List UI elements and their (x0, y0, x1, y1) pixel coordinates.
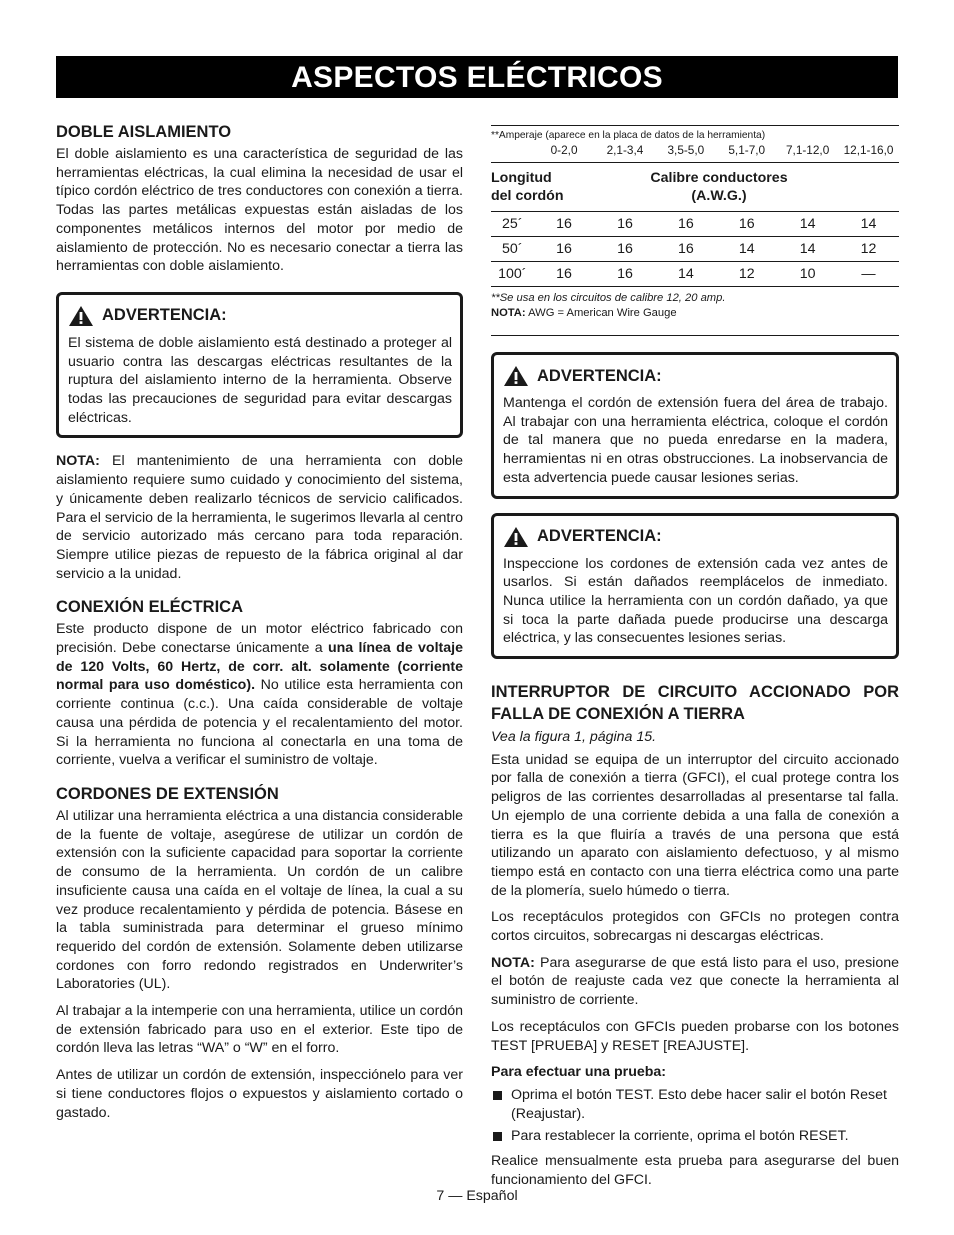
warning-box-cord-area (491, 352, 899, 499)
table-cell: — (861, 266, 876, 282)
warning-text: Inspeccione los cordones de extensión cada vez antes de usarlos. Si están dañados reemplácelos de inmediato. Nunca utilice la herramienta con un cordón dañado, ya que si toca la parte dañada puede producirse una descarga eléctrica, y las consecuentes lesiones serias. (503, 555, 888, 647)
extension-cords-p3: Antes de utilizar un cordón de extensión, inspecciónelo para ver si tiene conductores flojos o expuestos y aislamiento cortado o gastado. (56, 1067, 463, 1121)
warning-triangle-icon (503, 365, 529, 387)
col-header-gauge (639, 169, 799, 205)
table-cell: 16 (677, 241, 694, 257)
table-cell: 16 (556, 241, 572, 257)
electrical-text-b: No utilice esta herramienta con corriente continua (c.c.). Una caída considerable de voltaje causa una pérdida de potencia y el recalentamiento del motor. Si la herramienta no funciona al conectarla en una toma de corriente, vuelva a verificar el suministro de voltaje. (56, 677, 463, 769)
table-cell: 16 (738, 216, 755, 232)
heading-gfci: INTERRUPTOR DE CIRCUITO ACCIONADO POR FALLA DE CONEXIÓN A TIERRA (491, 683, 899, 724)
table-cell: 25´ (502, 216, 523, 232)
gfci-test-heading (491, 1063, 899, 1082)
table-cell: 16 (556, 216, 572, 232)
table-cell: 14 (860, 216, 877, 232)
amp-range: 7,1-12,0 (785, 143, 830, 157)
table-cell: 16 (617, 241, 633, 257)
list-item: Oprima el botón TEST. Esto debe hacer salir el botón Reset (Reajustar). (491, 1086, 899, 1123)
table-cell: 16 (556, 266, 572, 282)
extension-cords-p1: Al utilizar una herramienta eléctrica a una distancia considerable de la fuente de voltaje, asegúrese de utilizar un cordón de extensión con la suficiente capacidad para soportar la corriente de consumo de la herramienta. Un cordón de un calibre insuficiente causa una caída en el voltaje de línea, la cual a su vez produce recalentamiento y pérdida de potencia. Básese en la tabla suministrada para determinar el grueso mínimo requerido del cordón de extensión. Solamente deben utilizarse cordones con forro redondo registrados en Underwriter’s Laboratories (UL). (56, 807, 463, 993)
gfci-note-label: NOTA: (491, 954, 535, 971)
gfci-p4: Realice mensualmente esta prueba para asegurarse del buen funcionamiento del GFCI. (491, 1153, 899, 1188)
table-cell: 14 (677, 266, 694, 282)
electrical-text-a: Este producto dispone de un motor eléctrico fabricado con precisión. Debe conectarse únicamente a (56, 621, 463, 657)
table-footnote (491, 291, 899, 321)
gfci-test-steps (491, 1086, 899, 1146)
col-length-line2: del cordón (491, 188, 564, 204)
warning-text: El sistema de doble aislamiento está destinado a proteger al usuario contra las descargas eléctricas resultantes de la ruptura del aislamiento interno de la herramienta. Observe todas las precauciones de seguridad para evitar descargas eléctricas. (68, 334, 452, 426)
table-cell: 16 (617, 216, 633, 232)
table-cell: 14 (738, 241, 755, 257)
table-cell: 100´ (498, 266, 527, 282)
warning-triangle-icon (503, 526, 529, 548)
gfci-p3: Los receptáculos con GFCIs pueden probarse con los botones TEST [PRUEBA] y RESET [REAJUSTE]. (491, 1018, 899, 1054)
warning-label: ADVERTENCIA: (537, 527, 662, 546)
table-cell: 50´ (502, 241, 523, 257)
note-maintenance (56, 452, 463, 583)
table-cell: 10 (799, 266, 816, 282)
warning-text: Mantenga el cordón de extensión fuera del área de trabajo. Al trabajar con una herramienta eléctrica, coloque el cordón de tal manera que no pueda enredarse en la madera, herramientas ni en otras obstrucciones. La inobservancia de esta advertencia puede causar lesiones serias. (503, 395, 888, 486)
amperage-ranges-row (491, 142, 899, 158)
page-banner-title: ASPECTOS ELÉCTRICOS (56, 56, 898, 98)
table-footnote-text: **Se usa en los circuitos de calibre 12, 20 amp. (491, 292, 726, 304)
gfci-note-text: Para asegurarse de que está listo para el uso, presione el botón de reajuste cada vez que conecte la herramienta al suministro de corriente. (491, 954, 899, 1009)
gfci-note (491, 954, 899, 1010)
col-length-line1: Longitud (491, 170, 552, 186)
table-cell: 14 (799, 241, 816, 257)
note-label: NOTA: (56, 453, 100, 470)
list-item: Para restablecer la corriente, oprima el botón RESET. (491, 1127, 899, 1146)
cord-gauge-table (491, 125, 899, 336)
table-cell: 12 (860, 241, 877, 257)
warning-box-double-insulation (56, 292, 463, 439)
heading-electrical-connection: CONEXIÓN ELÉCTRICA (56, 598, 244, 617)
extension-cords-p2: Al trabajar a la intemperie con una herramienta, utilice un cordón de extensión fabricado para uso en el exterior. Este tipo de cordón lleva las letras “WA” o “W” en el forro. (56, 1003, 463, 1057)
amp-range: 2,1-3,4 (606, 143, 644, 157)
gfci-figure-reference: Vea la figura 1, página 15. (491, 729, 657, 746)
table-cell: 14 (799, 216, 816, 232)
heading-double-insulation: DOBLE AISLAMIENTO (56, 123, 232, 141)
col-gauge-line2: (A.W.G.) (691, 188, 747, 204)
heading-extension-cords: CORDONES DE EXTENSIÓN (56, 784, 279, 803)
electrical-text-bold: una línea de voltaje de 120 Volts, 60 Hertz, de corr. alt. solamente (corriente normal para uso doméstico). (56, 640, 463, 694)
table-header-row (491, 162, 899, 212)
warning-label: ADVERTENCIA: (102, 306, 227, 325)
left-column (56, 122, 463, 1130)
table-row (491, 212, 899, 237)
amp-range: 12,1-16,0 (843, 143, 894, 157)
col-gauge-line1: Calibre conductores (650, 170, 788, 186)
table-row (491, 237, 899, 262)
right-column (491, 125, 899, 1198)
gfci-p1: Esta unidad se equipa de un interruptor del circuito accionado por falla de conexión a tierra (GFCI), el cual protege contra los peligros de las corrientes desarrolladas al presentarse tal falla. Un ejemplo de una corriente debida a una falla de conexión a tierra es la que fluiría a través de una persona que está utilizando un aparato con aislamiento defectuoso, y al mismo tiempo está en contacto con una tierra eléctrica como una parte de la plomería, suelo húmedo o tierra. (491, 751, 899, 899)
electrical-connection-text (56, 620, 463, 770)
amp-range: 5,1-7,0 (728, 143, 766, 157)
gfci-test-heading-text: Para efectuar una prueba: (491, 1064, 667, 1081)
page-number: 7 — Español (436, 1188, 518, 1204)
warning-box-inspect-cords (491, 513, 899, 660)
gfci-p2: Los receptáculos protegidos con GFCIs no protegen contra cortos circuitos, sobrecargas ni descargas eléctricas. (491, 909, 899, 945)
table-cell: 16 (617, 266, 633, 282)
table-row (491, 262, 899, 287)
warning-triangle-icon (68, 305, 94, 327)
amp-range: 0-2,0 (550, 143, 578, 157)
double-insulation-text: El doble aislamiento es una característica de seguridad de las herramientas eléctricas, la cual elimina la necesidad de usar el típico cordón eléctrico de tres conductores con conexión a tierra. Todas las partes metálicas expuestas están aisladas de los componentes metálicos internos del motor por medio de aislamiento de protección. No es necesario conectar a tierra las herramientas con doble aislamiento. (56, 146, 463, 275)
amp-range: 3,5-5,0 (667, 143, 705, 157)
table-note-label: NOTA: (491, 307, 526, 319)
col-header-length (491, 169, 621, 205)
table-cell: 12 (738, 266, 755, 282)
table-cell: 16 (677, 216, 694, 232)
warning-label: ADVERTENCIA: (537, 366, 662, 385)
amperage-note: **Amperaje (aparece en la placa de datos de la herramienta) (491, 130, 766, 141)
note-text: El mantenimiento de una herramienta con doble aislamiento requiere sumo cuidado y conocimiento del sistema, y únicamente deben realizarlo técnicos de servicio calificados. Para el servicio de la herramienta, le sugerimos llevarla al centro de servicio autorizado más cercano para toda reparación. Siempre utilice piezas de repuesto de la fábrica original al dar servicio a la unidad. (56, 453, 463, 582)
table-note-text: AWG = American Wire Gauge (525, 307, 677, 319)
